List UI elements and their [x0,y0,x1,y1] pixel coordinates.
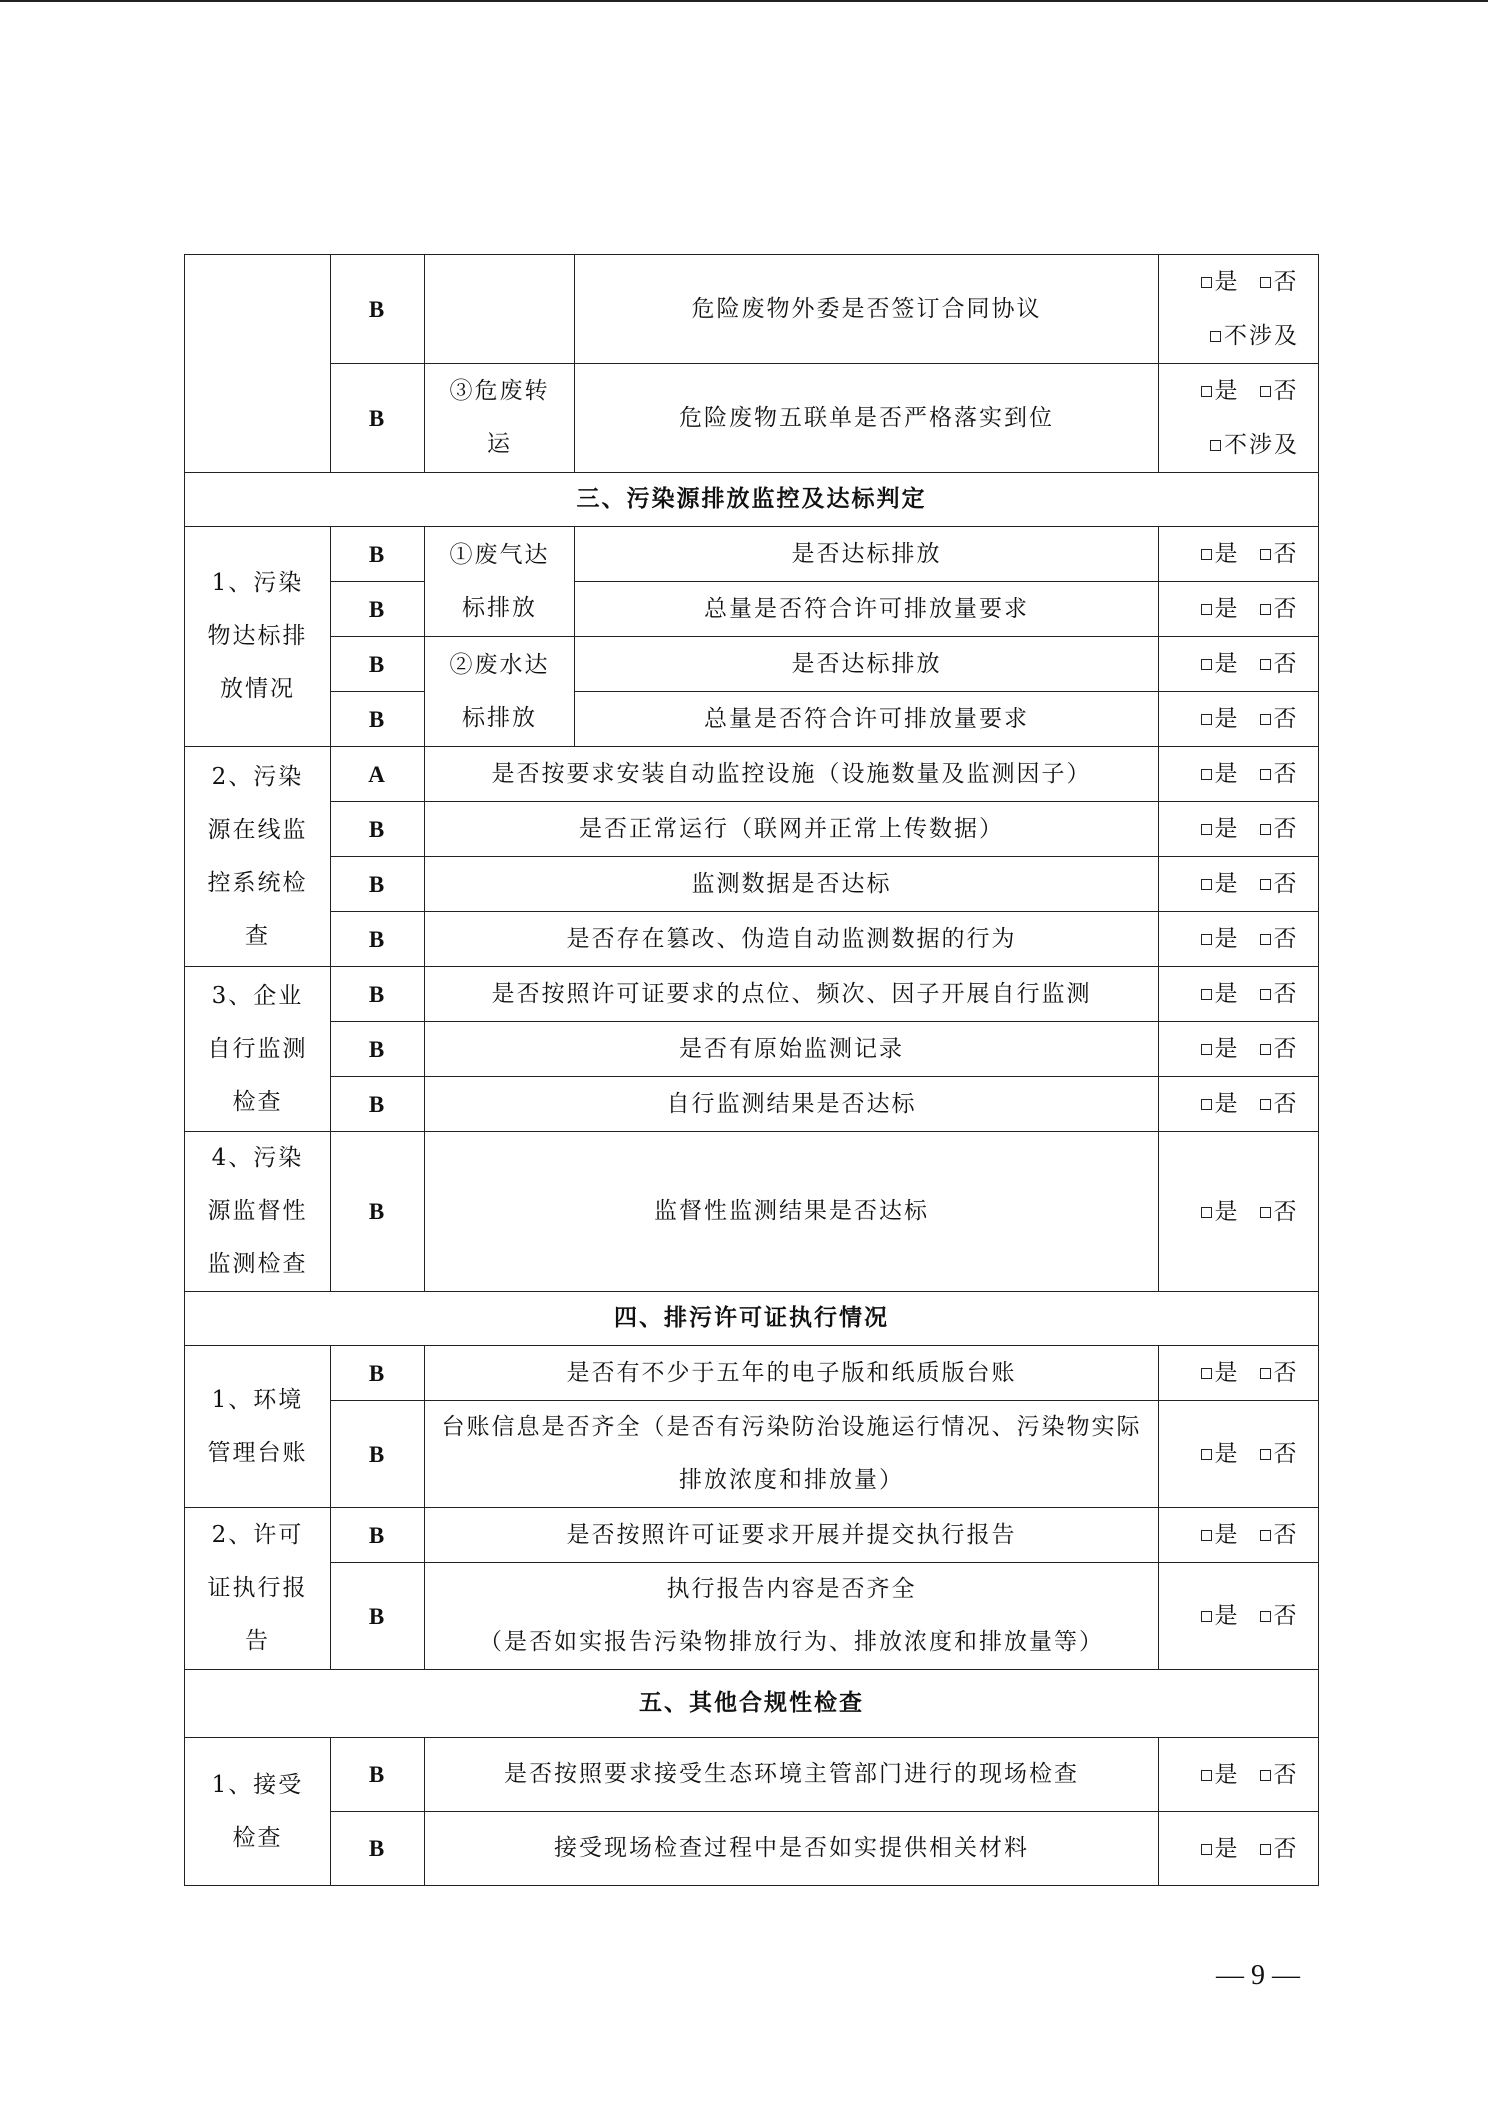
checkbox-icon[interactable] [1260,1368,1271,1379]
checkbox-icon[interactable] [1260,659,1271,670]
item-cell: 是否按照许可证要求开展并提交执行报告 [425,1508,1159,1563]
section-header-row [185,473,1319,527]
category-cell: 2、许可证执行报告 [185,1508,331,1670]
checkbox-icon[interactable] [1260,604,1271,615]
table-row [185,1346,1319,1401]
checkbox-icon[interactable] [1260,934,1271,945]
checkbox-icon[interactable] [1210,440,1221,451]
option-no[interactable]: 否 [1260,1590,1299,1643]
level-cell: B [331,692,425,747]
answer-cell [1159,637,1319,692]
section-header-row [185,1292,1319,1346]
table-row [185,802,1319,857]
item-cell: 监督性监测结果是否达标 [425,1132,1159,1292]
option-yes[interactable]: 是 [1201,638,1240,691]
table-row [185,255,1319,364]
table-row [185,912,1319,967]
table-row [185,1812,1319,1886]
level-cell: B [331,967,425,1022]
table-row [185,747,1319,802]
section-title: 三、污染源排放监控及达标判定 [185,473,1319,527]
checkbox-icon[interactable] [1260,769,1271,780]
option-yes[interactable]: 是 [1201,1078,1240,1131]
answer-cell [1159,802,1319,857]
checkbox-icon[interactable] [1201,1099,1212,1110]
checkbox-icon[interactable] [1201,277,1212,288]
level-cell: B [331,364,425,473]
checkbox-icon[interactable] [1201,386,1212,397]
answer-cell [1159,1563,1319,1670]
category-cell: 1、接受检查 [185,1738,331,1886]
option-yes[interactable]: 是 [1201,528,1240,581]
level-cell: B [331,1738,425,1812]
checkbox-icon[interactable] [1201,549,1212,560]
level-cell: B [331,1022,425,1077]
level-cell: B [331,1812,425,1886]
option-yes[interactable]: 是 [1201,1347,1240,1400]
answer-cell [1159,582,1319,637]
table-row [185,582,1319,637]
subcategory-cell-empty [425,255,575,364]
answer-cell [1159,1077,1319,1132]
option-no[interactable]: 否 [1260,1428,1299,1481]
checkbox-icon[interactable] [1260,1844,1271,1855]
level-cell: B [331,802,425,857]
page-number: — 9 — [1216,1960,1300,1991]
category-cell: 4、污染源监督性监测检查 [185,1132,331,1292]
checkbox-icon[interactable] [1201,714,1212,725]
checkbox-icon[interactable] [1201,824,1212,835]
level-cell: B [331,1563,425,1670]
level-cell: B [331,527,425,582]
option-no[interactable]: 否 [1260,528,1299,581]
checkbox-icon[interactable] [1260,386,1271,397]
option-no[interactable]: 否 [1260,1078,1299,1131]
inspection-checklist-table [184,254,1319,1886]
checkbox-icon[interactable] [1201,1044,1212,1055]
option-no[interactable]: 否 [1260,1186,1299,1239]
checkbox-icon[interactable] [1260,1207,1271,1218]
item-cell: 自行监测结果是否达标 [425,1077,1159,1132]
checkbox-icon[interactable] [1260,1099,1271,1110]
answer-cell [1159,1738,1319,1812]
level-cell: B [331,1132,425,1292]
option-no[interactable]: 否 [1260,968,1299,1021]
option-yes[interactable]: 是 [1201,1509,1240,1562]
option-not-applicable[interactable]: 不涉及 [1210,310,1299,363]
answer-cell [1159,255,1319,364]
checkbox-icon[interactable] [1201,989,1212,1000]
option-no[interactable]: 否 [1260,803,1299,856]
answer-cell [1159,692,1319,747]
checkbox-icon[interactable] [1260,714,1271,725]
subcategory-cell: ①废气达标排放 [425,527,575,637]
table-row [185,1132,1319,1292]
level-cell: B [331,1508,425,1563]
option-yes[interactable]: 是 [1201,803,1240,856]
option-no[interactable]: 否 [1260,1823,1299,1876]
table-row [185,692,1319,747]
level-cell: B [331,1077,425,1132]
item-cell: 是否有原始监测记录 [425,1022,1159,1077]
category-cell: 1、环境管理台账 [185,1346,331,1508]
option-no[interactable]: 否 [1260,583,1299,636]
checkbox-icon[interactable] [1260,1530,1271,1541]
checkbox-icon[interactable] [1260,989,1271,1000]
checkbox-icon[interactable] [1201,879,1212,890]
item-cell: 台账信息是否齐全（是否有污染防治设施运行情况、污染物实际排放浓度和排放量） [425,1401,1159,1508]
level-cell: B [331,582,425,637]
option-no[interactable]: 否 [1260,365,1299,418]
option-yes[interactable]: 是 [1201,1590,1240,1643]
option-yes[interactable]: 是 [1201,748,1240,801]
checkbox-icon[interactable] [1201,934,1212,945]
item-cell: 是否达标排放 [575,527,1159,582]
section-title: 五、其他合规性检查 [185,1670,1319,1738]
answer-cell [1159,1812,1319,1886]
level-cell: B [331,1401,425,1508]
option-not-applicable[interactable]: 不涉及 [1210,419,1299,472]
category-cell: 1、污染物达标排放情况 [185,527,331,747]
checkbox-icon[interactable] [1201,1844,1212,1855]
option-yes[interactable]: 是 [1201,858,1240,911]
item-cell: 是否有不少于五年的电子版和纸质版台账 [425,1346,1159,1401]
answer-cell [1159,857,1319,912]
item-cell: 是否达标排放 [575,637,1159,692]
answer-cell [1159,1022,1319,1077]
checkbox-icon[interactable] [1201,1368,1212,1379]
item-cell: 危险废物五联单是否严格落实到位 [575,364,1159,473]
checkbox-icon[interactable] [1210,331,1221,342]
answer-cell [1159,364,1319,473]
checkbox-icon[interactable] [1201,1207,1212,1218]
option-no[interactable]: 否 [1260,693,1299,746]
subcategory-cell: ②废水达标排放 [425,637,575,747]
checkbox-icon[interactable] [1201,1449,1212,1460]
option-yes[interactable]: 是 [1201,1186,1240,1239]
checkbox-icon[interactable] [1201,1530,1212,1541]
item-cell: 总量是否符合许可排放量要求 [575,582,1159,637]
table-row [185,1077,1319,1132]
option-yes[interactable]: 是 [1201,1023,1240,1076]
level-cell: B [331,912,425,967]
item-cell: 接受现场检查过程中是否如实提供相关材料 [425,1812,1159,1886]
option-yes[interactable]: 是 [1201,693,1240,746]
option-no[interactable]: 否 [1260,1749,1299,1802]
level-cell: B [331,255,425,364]
checkbox-icon[interactable] [1201,1611,1212,1622]
option-yes[interactable]: 是 [1201,1428,1240,1481]
option-yes[interactable]: 是 [1201,968,1240,1021]
option-yes[interactable]: 是 [1201,365,1240,418]
answer-cell [1159,1346,1319,1401]
table-row [185,857,1319,912]
option-yes[interactable]: 是 [1201,913,1240,966]
level-cell: A [331,747,425,802]
checkbox-icon[interactable] [1260,1449,1271,1460]
table-row [185,967,1319,1022]
item-cell: 危险废物外委是否签订合同协议 [575,255,1159,364]
item-cell: 执行报告内容是否齐全 （是否如实报告污染物排放行为、排放浓度和排放量等） [425,1563,1159,1670]
checkbox-icon[interactable] [1260,824,1271,835]
option-yes[interactable]: 是 [1201,583,1240,636]
level-cell: B [331,857,425,912]
checkbox-icon[interactable] [1201,769,1212,780]
level-cell: B [331,637,425,692]
section-title: 四、排污许可证执行情况 [185,1292,1319,1346]
checkbox-icon[interactable] [1201,604,1212,615]
table-row [185,527,1319,582]
item-cell: 是否按照许可证要求的点位、频次、因子开展自行监测 [425,967,1159,1022]
table-row [185,1738,1319,1812]
category-cell-empty [185,255,331,473]
checkbox-icon[interactable] [1260,1611,1271,1622]
option-yes[interactable]: 是 [1201,1823,1240,1876]
section-header-row [185,1670,1319,1738]
option-no[interactable]: 否 [1260,858,1299,911]
option-no[interactable]: 否 [1260,913,1299,966]
checkbox-icon[interactable] [1201,1770,1212,1781]
category-cell: 3、企业自行监测检查 [185,967,331,1132]
table-row [185,1022,1319,1077]
option-no[interactable]: 否 [1260,638,1299,691]
checkbox-icon[interactable] [1260,1044,1271,1055]
option-no[interactable]: 否 [1260,1023,1299,1076]
option-no[interactable]: 否 [1260,748,1299,801]
table-row [185,364,1319,473]
answer-cell [1159,1401,1319,1508]
option-no[interactable]: 否 [1260,1509,1299,1562]
checkbox-icon[interactable] [1260,277,1271,288]
answer-cell [1159,1132,1319,1292]
subcategory-cell: ③危废转运 [425,364,575,473]
checkbox-icon[interactable] [1260,1770,1271,1781]
table-row [185,1508,1319,1563]
item-cell: 是否存在篡改、伪造自动监测数据的行为 [425,912,1159,967]
item-cell: 总量是否符合许可排放量要求 [575,692,1159,747]
answer-cell [1159,527,1319,582]
checkbox-icon[interactable] [1260,879,1271,890]
item-cell: 是否按照要求接受生态环境主管部门进行的现场检查 [425,1738,1159,1812]
table-row [185,1563,1319,1670]
page-top-border [0,0,1488,2]
option-no[interactable]: 否 [1260,256,1299,309]
answer-cell [1159,912,1319,967]
option-yes[interactable]: 是 [1201,256,1240,309]
checkbox-icon[interactable] [1201,659,1212,670]
table-row [185,637,1319,692]
item-cell: 监测数据是否达标 [425,857,1159,912]
answer-cell [1159,967,1319,1022]
checkbox-icon[interactable] [1260,549,1271,560]
category-cell: 2、污染源在线监控系统检查 [185,747,331,967]
item-cell: 是否按要求安装自动监控设施（设施数量及监测因子） [425,747,1159,802]
level-cell: B [331,1346,425,1401]
option-no[interactable]: 否 [1260,1347,1299,1400]
table-row [185,1401,1319,1508]
option-yes[interactable]: 是 [1201,1749,1240,1802]
answer-cell [1159,747,1319,802]
answer-cell [1159,1508,1319,1563]
item-cell: 是否正常运行（联网并正常上传数据） [425,802,1159,857]
